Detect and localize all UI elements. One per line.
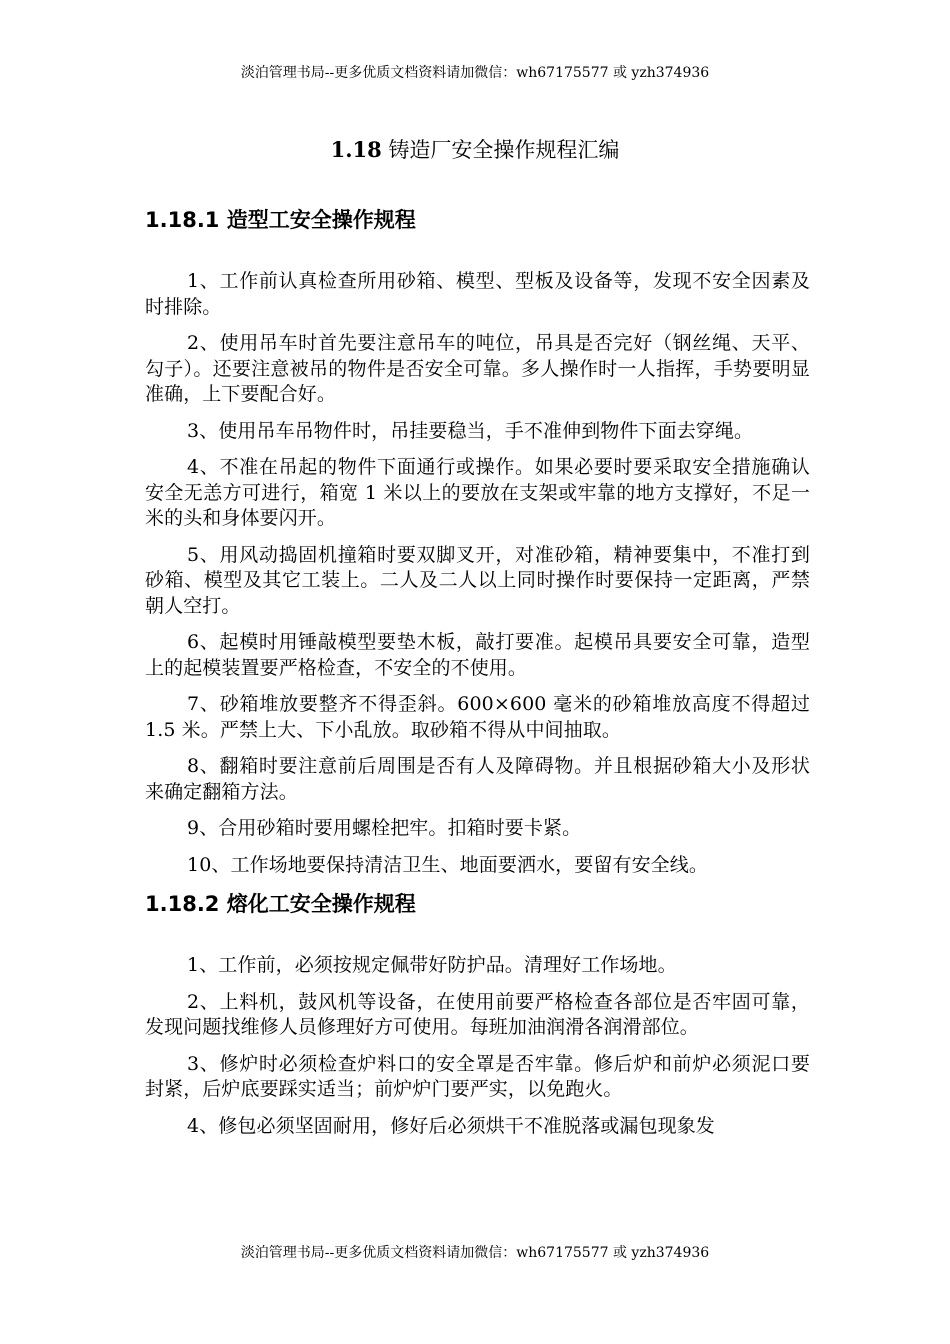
document-title-text: 铸造厂安全操作规程汇编: [381, 138, 620, 162]
paragraph: 7、砂箱堆放要整齐不得歪斜。600×600 毫米的砂箱堆放高度不得超过 1.5 米。严禁上大、下小乱放。取砂箱不得从中间抽取。: [145, 693, 810, 741]
paragraph: 4、修包必须坚固耐用，修好后必须烘干不准脱落或漏包现象发: [187, 1114, 715, 1137]
document-title-number: 1.18: [330, 137, 382, 162]
document-title: [0, 136, 950, 164]
document-body: [145, 205, 810, 1150]
section-2: [145, 889, 810, 1139]
paragraph: 1、工作前，必须按规定佩带好防护品。清理好工作场地。: [187, 954, 677, 976]
paragraph: 8、翻箱时要注意前后周围是否有人及障碍物。并且根据砂箱大小及形状来确定翻箱方法。: [145, 755, 810, 803]
section-heading: 1.18.1 造型工安全操作规程: [145, 208, 416, 232]
paragraph: 10、工作场地要保持清洁卫生、地面要洒水，要留有安全线。: [187, 853, 708, 876]
paragraph: 9、合用砂箱时要用螺栓把牢。扣箱时要卡紧。: [187, 817, 582, 839]
page-header: 淡泊管理书局--更多优质文档资料请加微信：wh67175577 或 yzh374936: [240, 65, 710, 81]
paragraph: 3、使用吊车吊物件时，吊挂要稳当，手不准伸到物件下面去穿绳。: [187, 419, 754, 442]
paragraph: 2、上料机，鼓风机等设备，在使用前要严格检查各部位是否牢固可靠，发现问题找维修人员修理好方可使用。每班加油润滑各润滑部位。: [145, 990, 810, 1038]
paragraph: 4、不准在吊起的物件下面通行或操作。如果必要时要采取安全措施确认安全无恙方可进行，箱宽 1 米以上的要放在支架或牢靠的地方支撑好，不足一米的头和身体要闪开。: [145, 456, 810, 529]
section-heading: 1.18.2 熔化工安全操作规程: [145, 892, 416, 916]
paragraph: 1、工作前认真检查所用砂箱、模型、型板及设备等，发现不安全因素及时排除。: [145, 270, 810, 318]
paragraph: 2、使用吊车时首先要注意吊车的吨位，吊具是否完好（钢丝绳、天平、勾子）。还要注意被吊的物件是否安全可靠。多人操作时一人指挥，手势要明显准确，上下要配合好。: [145, 332, 810, 405]
paragraph: 3、修炉时必须检查炉料口的安全罩是否牢靠。修后炉和前炉必须泥口要封紧，后炉底要踩实适当；前炉炉门要严实，以免跑火。: [145, 1052, 810, 1100]
paragraph: 6、起模时用锤敲模型要垫木板，敲打要准。起模吊具要安全可靠，造型上的起模装置要严格检查，不安全的不使用。: [145, 631, 810, 679]
section-1: [145, 205, 810, 878]
page-footer: 淡泊管理书局--更多优质文档资料请加微信：wh67175577 或 yzh374936: [240, 1245, 710, 1261]
paragraph: 5、用风动捣固机撞箱时要双脚叉开，对准砂箱，精神要集中，不准打到砂箱、模型及其它工装上。二人及二人以上同时操作时要保持一定距离，严禁朝人空打。: [145, 543, 810, 617]
